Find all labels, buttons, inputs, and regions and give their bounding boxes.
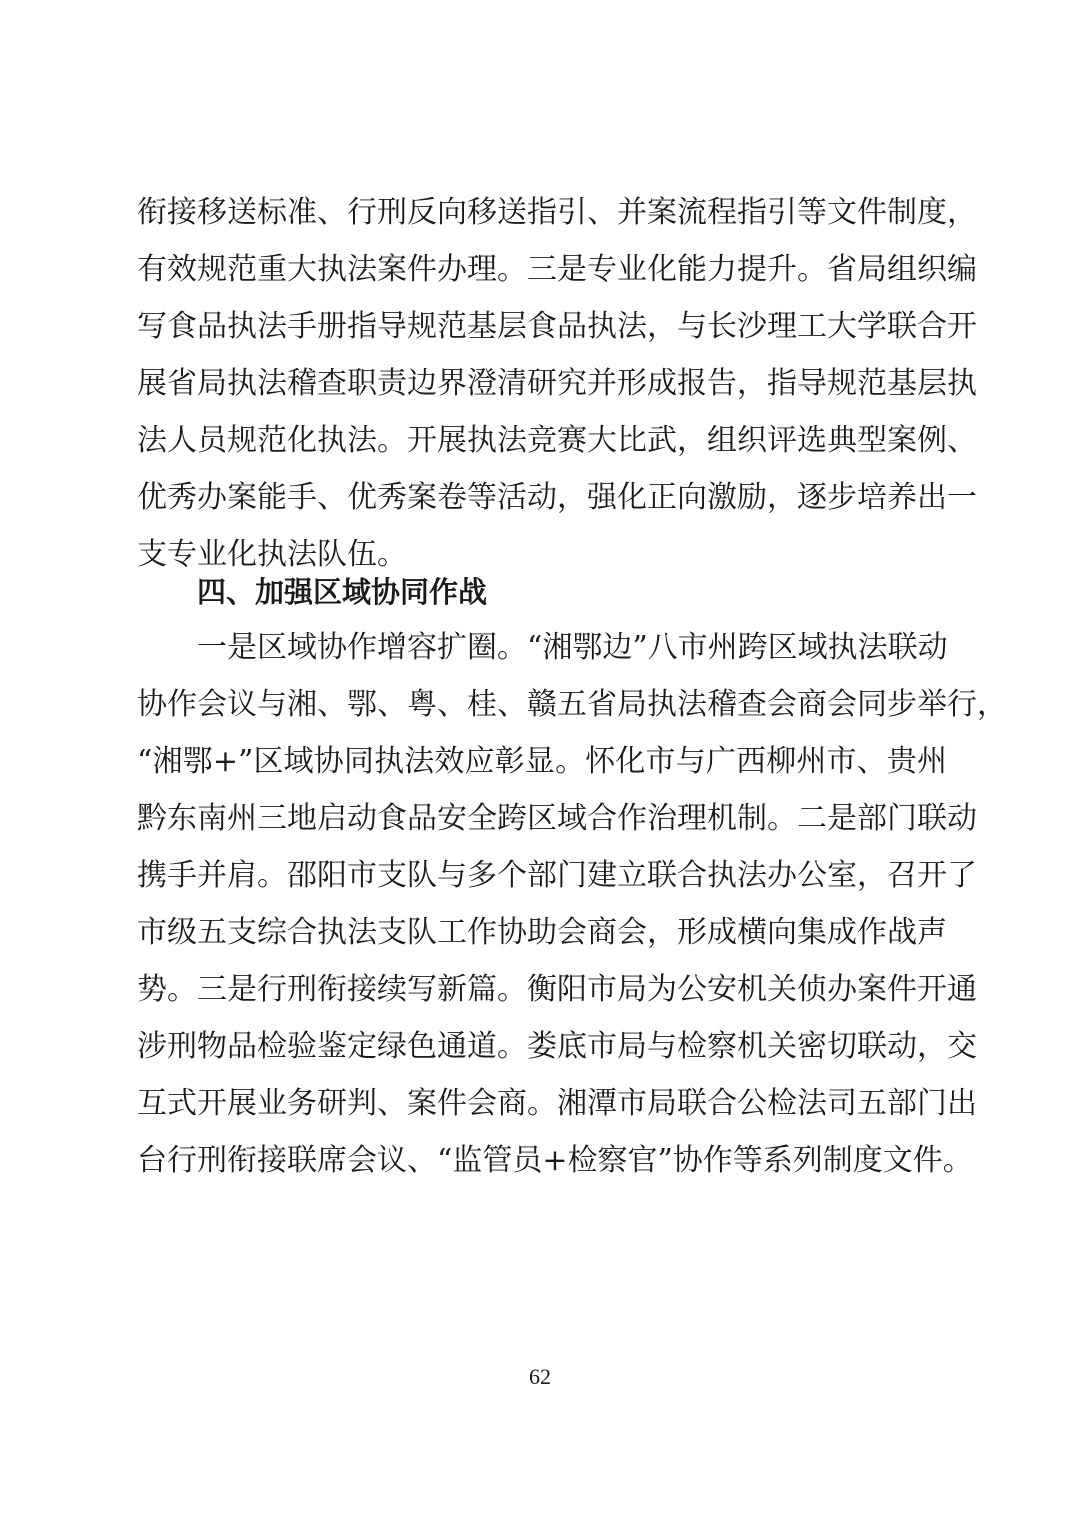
paragraph-line: 市级五支综合执法支队工作协助会商会，形成横向集成作战声 [137,915,947,950]
paragraph-line: 有效规范重大执法案件办理。三是专业化能力提升。省局组织编 [137,252,977,287]
paragraph-line: 法人员规范化执法。开展执法竞赛大比武，组织评选典型案例、 [137,423,977,458]
paragraph-line: 黔东南州三地启动食品安全跨区域合作治理机制。二是部门联动 [137,801,977,836]
paragraph-line: 一是区域协作增容扩圈。“湘鄂边”八市州跨区域执法联动 [197,630,948,665]
paragraph-line: 协作会议与湘、鄂、粤、桂、赣五省局执法稽查会商会同步举行， [137,687,1007,722]
paragraph-line: 展省局执法稽查职责边界澄清研究并形成报告，指导规范基层执 [137,366,977,401]
paragraph-line: 台行刑衔接联席会议、“监管员+检察官”协作等系列制度文件。 [137,1143,973,1178]
paragraph-line: 衔接移送标准、行刑反向移送指引、并案流程指引等文件制度， [137,195,977,230]
paragraph-line: 优秀办案能手、优秀案卷等活动，强化正向激励，逐步培养出一 [137,480,977,515]
page-number: 62 [529,1364,551,1389]
paragraph-line: 涉刑物品检验鉴定绿色通道。娄底市局与检察机关密切联动，交 [137,1029,977,1064]
paragraph-line: 互式开展业务研判、案件会商。湘潭市局联合公检法司五部门出 [137,1086,977,1121]
section-heading: 四、加强区域协同作战 [197,575,488,609]
paragraph-line: 携手并肩。邵阳市支队与多个部门建立联合执法办公室，召开了 [137,858,977,893]
paragraph-line: 写食品执法手册指导规范基层食品执法，与长沙理工大学联合开 [137,309,977,344]
paragraph-line: 势。三是行刑衔接续写新篇。衡阳市局为公安机关侦办案件开通 [137,972,977,1007]
paragraph-line: 支专业化执法队伍。 [137,537,407,572]
paragraph-line: “湘鄂+”区域协同执法效应彰显。怀化市与广西柳州市、贵州 [137,744,947,779]
